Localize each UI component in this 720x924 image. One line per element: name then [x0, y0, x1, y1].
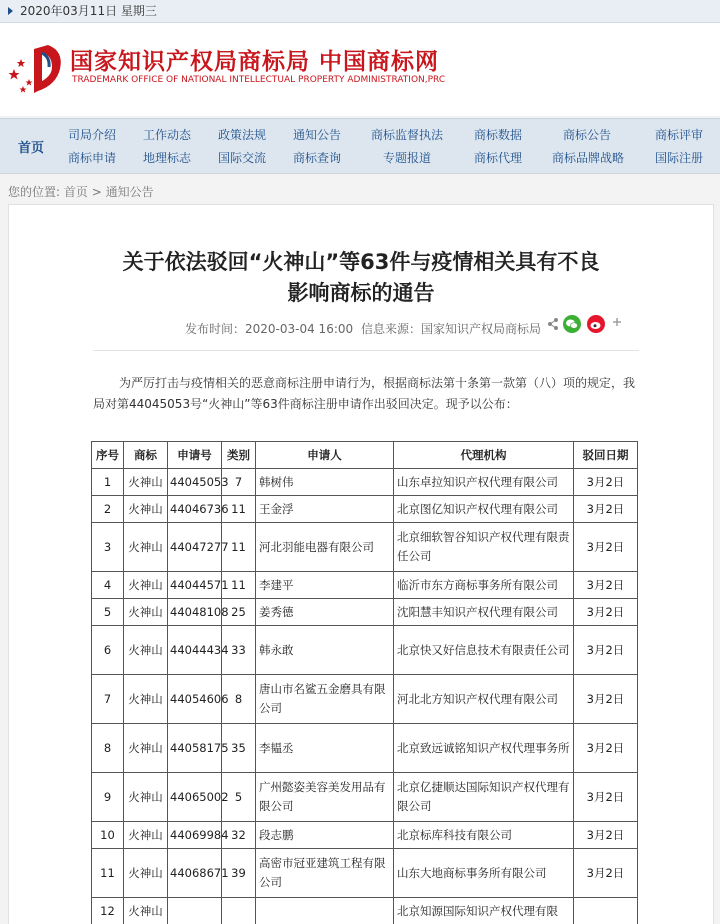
- table-cell: 2: [92, 496, 124, 523]
- nav-item[interactable]: 工作动态: [143, 126, 191, 143]
- triangle-icon: [8, 7, 13, 15]
- nav-item[interactable]: 商标数据: [474, 126, 522, 143]
- divider: [93, 350, 639, 351]
- table-cell: [168, 898, 222, 924]
- table-cell: 火神山: [124, 849, 168, 898]
- article-title: [9, 247, 713, 309]
- table-row: [92, 626, 638, 675]
- table-cell: 北京致远诚铭知识产权代理事务所: [394, 724, 574, 773]
- table-cell: 5: [222, 773, 256, 822]
- table-cell: 39: [222, 849, 256, 898]
- table-cell: 8: [222, 675, 256, 724]
- table-row: [92, 675, 638, 724]
- table-cell: 25: [222, 599, 256, 626]
- table-cell: 火神山: [124, 675, 168, 724]
- table-cell: 44065002: [168, 773, 222, 822]
- site-name-en: TRADEMARK OFFICE OF NATIONAL INTELLECTUAL PROPERTY ADMINISTRATION,PRC: [72, 75, 445, 85]
- table-cell: 3月2日: [574, 496, 638, 523]
- table-cell: 44069984: [168, 822, 222, 849]
- breadcrumb-label: 您的位置:: [8, 185, 60, 199]
- table-cell: 3月2日: [574, 822, 638, 849]
- table-cell: 12: [92, 898, 124, 924]
- article-card: [8, 204, 714, 924]
- table-cell: 44044434: [168, 626, 222, 675]
- col-header: 申请人: [256, 442, 394, 469]
- table-cell: 火神山: [124, 496, 168, 523]
- plus-icon[interactable]: [612, 317, 622, 327]
- emblem-icon[interactable]: [8, 39, 66, 99]
- table-cell: 11: [222, 496, 256, 523]
- table-cell: 44048108: [168, 599, 222, 626]
- nav-item[interactable]: 通知公告: [293, 126, 341, 143]
- table-cell: 韩永敢: [256, 626, 394, 675]
- table-cell: 河北羽能电器有限公司: [256, 523, 394, 572]
- table-cell: 32: [222, 822, 256, 849]
- col-header: 序号: [92, 442, 124, 469]
- table-cell: 河北北方知识产权代理有限公司: [394, 675, 574, 724]
- table-header-row: [92, 442, 638, 469]
- nav-item[interactable]: 商标申请: [68, 149, 116, 166]
- col-header: 商标: [124, 442, 168, 469]
- breadcrumb: [8, 183, 154, 200]
- info-source: 信息来源：国家知识产权局商标局: [361, 320, 541, 337]
- table-cell: 44058175: [168, 724, 222, 773]
- table-cell: 5: [92, 599, 124, 626]
- breadcrumb-current[interactable]: 通知公告: [106, 185, 154, 199]
- col-header: 驳回日期: [574, 442, 638, 469]
- table-cell: 沈阳慧丰知识产权代理有限公司: [394, 599, 574, 626]
- table-row: [92, 849, 638, 898]
- table-cell: 8: [92, 724, 124, 773]
- nav-item[interactable]: 国际交流: [218, 149, 266, 166]
- table-cell: 11: [222, 523, 256, 572]
- table-cell: 44047277: [168, 523, 222, 572]
- table-cell: 北京标库科技有限公司: [394, 822, 574, 849]
- table-cell: 韩树伟: [256, 469, 394, 496]
- site-name-cn[interactable]: 国家知识产权局商标局 中国商标网: [70, 43, 439, 76]
- table-cell: 7: [92, 675, 124, 724]
- table-cell: 44054606: [168, 675, 222, 724]
- table-cell: 11: [222, 572, 256, 599]
- table-cell: 姜秀德: [256, 599, 394, 626]
- table-cell: 火神山: [124, 898, 168, 924]
- table-cell: 山东大地商标事务所有限公司: [394, 849, 574, 898]
- article-title-line1: 关于依法驳回“火神山”等63件与疫情相关具有不良: [9, 247, 713, 278]
- nav-item[interactable]: 专题报道: [383, 149, 431, 166]
- nav-item[interactable]: 商标查询: [293, 149, 341, 166]
- table-cell: 火神山: [124, 626, 168, 675]
- current-date: 2020年03月11日 星期三: [20, 0, 157, 22]
- table-cell: 北京图亿知识产权代理有限公司: [394, 496, 574, 523]
- table-cell: 临沂市东方商标事务所有限公司: [394, 572, 574, 599]
- table-cell: [222, 898, 256, 924]
- table-cell: 3月2日: [574, 469, 638, 496]
- table-cell: 3月2日: [574, 523, 638, 572]
- article-title-line2: 影响商标的通告: [9, 278, 713, 309]
- weibo-icon[interactable]: [587, 315, 605, 333]
- main-nav: [0, 118, 720, 174]
- table-cell: 3月2日: [574, 773, 638, 822]
- table-cell: 3月2日: [574, 626, 638, 675]
- wechat-icon[interactable]: [563, 315, 581, 333]
- table-cell: 3月2日: [574, 849, 638, 898]
- nav-item[interactable]: 司局介绍: [68, 126, 116, 143]
- nav-item[interactable]: 商标评审: [655, 126, 703, 143]
- table-cell: 北京知源国际知识产权代理有限: [394, 898, 574, 924]
- table-cell: 北京细软智谷知识产权代理有限责任公司: [394, 523, 574, 572]
- table-cell: 3: [92, 523, 124, 572]
- col-header: 申请号: [168, 442, 222, 469]
- table-cell: 火神山: [124, 773, 168, 822]
- table-cell: [256, 898, 394, 924]
- table-cell: 火神山: [124, 572, 168, 599]
- table-cell: 王金浮: [256, 496, 394, 523]
- nav-item[interactable]: 政策法规: [218, 126, 266, 143]
- table-cell: 10: [92, 822, 124, 849]
- table-row: [92, 898, 638, 924]
- table-cell: 火神山: [124, 523, 168, 572]
- nav-item[interactable]: 商标监督执法: [371, 126, 443, 143]
- table-cell: 9: [92, 773, 124, 822]
- table-cell: 山东卓拉知识产权代理有限公司: [394, 469, 574, 496]
- table-cell: 44068671: [168, 849, 222, 898]
- date-bar: [0, 0, 720, 23]
- table-row: [92, 496, 638, 523]
- nav-item[interactable]: 国际注册: [655, 149, 703, 166]
- table-cell: 33: [222, 626, 256, 675]
- col-header: 代理机构: [394, 442, 574, 469]
- table-cell: 广州懿姿美容美发用品有限公司: [256, 773, 394, 822]
- table-cell: 11: [92, 849, 124, 898]
- table-cell: 44045053: [168, 469, 222, 496]
- nav-item[interactable]: 商标品牌战略: [552, 149, 624, 166]
- table-cell: 高密市冠亚建筑工程有限公司: [256, 849, 394, 898]
- table-cell: 44044571: [168, 572, 222, 599]
- table-row: [92, 822, 638, 849]
- table-cell: 火神山: [124, 599, 168, 626]
- table-cell: [574, 898, 638, 924]
- nav-item[interactable]: 地理标志: [143, 149, 191, 166]
- table-cell: 1: [92, 469, 124, 496]
- table-cell: 3月2日: [574, 675, 638, 724]
- table-cell: 44046736: [168, 496, 222, 523]
- table-cell: 北京亿捷顺达国际知识产权代理有限公司: [394, 773, 574, 822]
- table-cell: 火神山: [124, 724, 168, 773]
- nav-item[interactable]: 商标代理: [474, 149, 522, 166]
- table-cell: 3月2日: [574, 724, 638, 773]
- table-cell: 7: [222, 469, 256, 496]
- table-row: [92, 724, 638, 773]
- table-cell: 35: [222, 724, 256, 773]
- breadcrumb-home[interactable]: 首页: [64, 185, 88, 199]
- table-cell: 4: [92, 572, 124, 599]
- table-row: [92, 469, 638, 496]
- table-cell: 3月2日: [574, 599, 638, 626]
- table-cell: 火神山: [124, 822, 168, 849]
- site-header: [0, 23, 720, 116]
- article-intro: 为严厉打击与疫情相关的恶意商标注册申请行为，根据商标法第十条第一款第（八）项的规定，我局对第44045053号“火神山”等63件商标注册申请作出驳回决定。现予以公布：: [93, 373, 641, 415]
- rejection-table: [91, 441, 638, 924]
- table-row: [92, 773, 638, 822]
- table-cell: 北京快又好信息技术有限责任公司: [394, 626, 574, 675]
- table-cell: 段志鹏: [256, 822, 394, 849]
- table-cell: 3月2日: [574, 572, 638, 599]
- nav-home[interactable]: 首页: [18, 137, 44, 156]
- table-row: [92, 599, 638, 626]
- share-icon[interactable]: [547, 317, 559, 331]
- nav-item[interactable]: 商标公告: [563, 126, 611, 143]
- table-row: [92, 523, 638, 572]
- publish-time: 发布时间：2020-03-04 16:00: [185, 320, 353, 337]
- table-cell: 火神山: [124, 469, 168, 496]
- table-cell: 李建平: [256, 572, 394, 599]
- table-cell: 唐山市名鲨五金磨具有限公司: [256, 675, 394, 724]
- table-row: [92, 572, 638, 599]
- col-header: 类别: [222, 442, 256, 469]
- table-cell: 李韫丞: [256, 724, 394, 773]
- table-cell: 6: [92, 626, 124, 675]
- breadcrumb-separator: >: [92, 185, 102, 199]
